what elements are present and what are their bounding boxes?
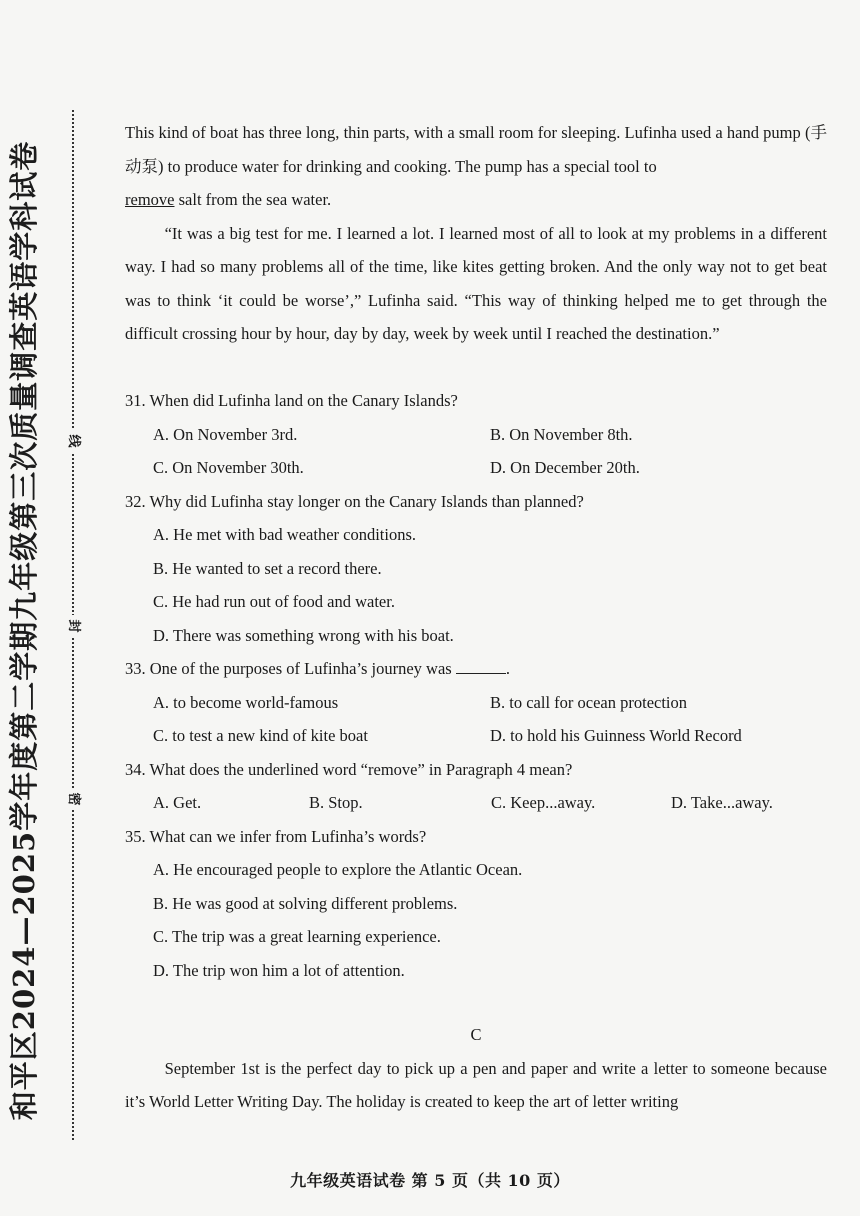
question-31-options-row-1: [125, 418, 827, 452]
passage-paragraph-3: This kind of boat has three long, thin parts, with a small room for sleeping. Lufinha used a hand pump (手动泵) to produce water for drinking and cooking. The pump has a special tool to remove salt from the sea water.: [125, 123, 827, 209]
side-exam-title-text: 和平区2024—2025学年度第二学期九年级第三次质量调查英语学科试卷: [7, 140, 42, 1120]
section-c-heading: C: [470, 1025, 482, 1044]
q35-option-b: B. He was good at solving different problems.: [153, 893, 458, 913]
q35-option-d: D. The trip won him a lot of attention.: [153, 960, 405, 980]
q31-option-d: D. On December 20th.: [490, 458, 640, 477]
q33-option-d: D. to hold his Guinness World Record: [490, 726, 742, 745]
q31-option-b: B. On November 8th.: [490, 424, 633, 444]
answer-blank: [456, 657, 506, 674]
binding-mark-seal: 封: [62, 615, 84, 637]
question-block: [125, 384, 827, 987]
question-32: 32. Why did Lufinha stay longer on the Canary Islands than planned?: [125, 491, 584, 511]
q34-option-a: A. Get.: [153, 793, 202, 812]
q34-option-c: C. Keep...away.: [491, 793, 596, 812]
section-c: [125, 1018, 827, 1119]
section-c-paragraph-1: September 1st is the perfect day to pick up a pen and paper and write a letter to someone because it’s World Letter Writing Day. The holiday is created to keep the art of letter writing: [125, 1058, 827, 1111]
q34-option-d: D. Take...away.: [671, 793, 773, 812]
question-35: 35. What can we infer from Lufinha’s words?: [125, 826, 427, 846]
q31-option-a: A. On November 3rd.: [153, 424, 298, 444]
q34-option-b: B. Stop.: [309, 793, 363, 812]
binding-mark-secret: 密: [62, 788, 84, 810]
question-33-options-row-2: [125, 719, 827, 753]
q32-option-d: D. There was something wrong with his boat.: [153, 625, 454, 645]
page-footer: 九年级英语试卷 第 5 页（共 10 页）: [290, 1171, 570, 1190]
binding-mark-line: 线: [62, 430, 84, 452]
q35-option-a: A. He encouraged people to explore the Atlantic Ocean.: [153, 860, 523, 879]
q32-option-c: C. He had run out of food and water.: [153, 592, 395, 611]
question-31: 31. When did Lufinha land on the Canary Islands?: [125, 391, 458, 410]
passage-paragraph-4: “It was a big test for me. I learned a lot. I learned most of all to look at my problems in a different way. I had so many problems all of the time, like kites getting broken. And the only way not to get beat was to think ‘it could be worse’,” Lufinha said. “This way of thinking helped me to get through the difficult crossing hour by hour, day by day, week by week until I reached the destination.”: [125, 223, 827, 343]
q32-option-a: A. He met with bad weather conditions.: [153, 525, 417, 544]
question-34-options-row: [125, 786, 827, 820]
q32-option-b: B. He wanted to set a record there.: [153, 558, 382, 578]
passage-b-continued: [125, 116, 827, 351]
q31-option-c: C. On November 30th.: [153, 458, 304, 477]
question-34: 34. What does the underlined word “remove” in Paragraph 4 mean?: [125, 759, 573, 779]
q33-option-c: C. to test a new kind of kite boat: [153, 726, 368, 745]
question-33: 33. One of the purposes of Lufinha’s journey was .: [125, 659, 510, 678]
q35-option-c: C. The trip was a great learning experience.: [153, 927, 441, 946]
question-31-options-row-2: [125, 451, 827, 485]
q33-option-a: A. to become world-famous: [153, 692, 339, 712]
underlined-word-remove: remove: [125, 190, 175, 209]
side-exam-title: [0, 140, 46, 1120]
question-33-options-row-1: [125, 686, 827, 720]
q33-option-b: B. to call for ocean protection: [490, 692, 688, 712]
